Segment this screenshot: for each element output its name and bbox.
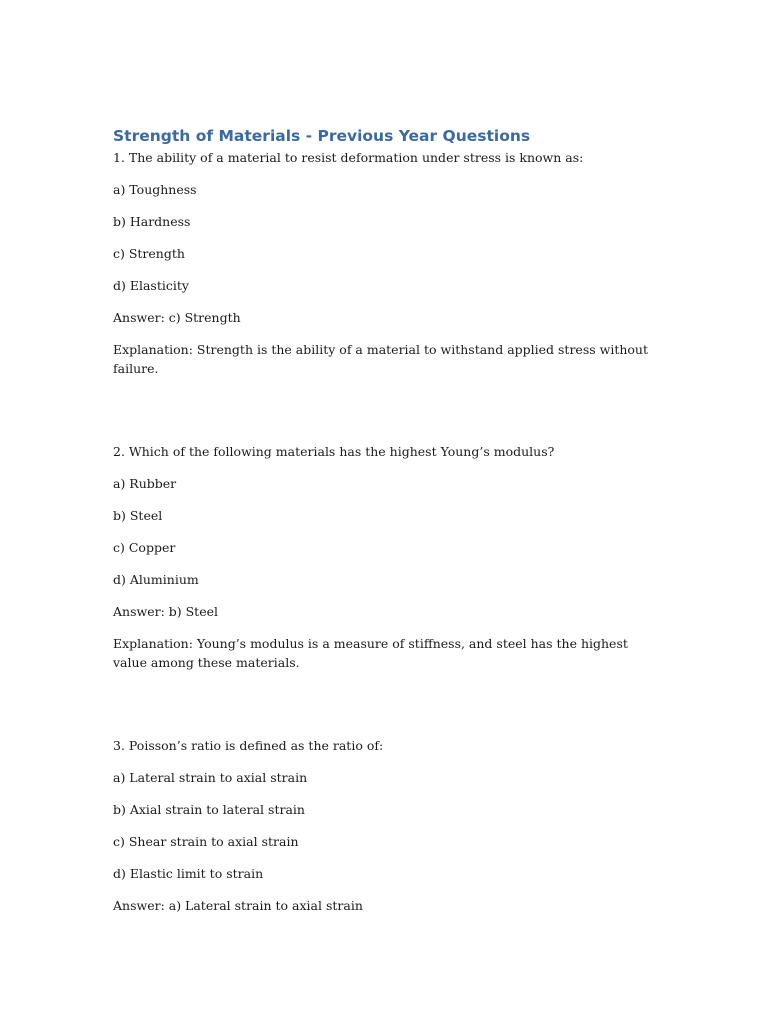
explanation-text: Explanation: Strength is the ability of a material to withstand applied stress without failure. xyxy=(113,342,648,376)
question-block-3 xyxy=(113,736,658,928)
option-d: d) Elastic limit to strain xyxy=(113,866,264,881)
answer-text: Answer: c) Strength xyxy=(113,310,241,325)
answer-text: Answer: b) Steel xyxy=(113,604,218,619)
document-title: Strength of Materials - Previous Year Questions xyxy=(113,127,531,145)
option-a: a) Toughness xyxy=(113,182,197,197)
question-block-2 xyxy=(113,442,658,736)
option-c: c) Shear strain to axial strain xyxy=(113,834,299,849)
spacer xyxy=(113,672,658,736)
option-a: a) Rubber xyxy=(113,476,177,491)
option-c: c) Strength xyxy=(113,246,185,261)
option-c: c) Copper xyxy=(113,540,176,555)
explanation-text: Explanation: Young’s modulus is a measure of stiffness, and steel has the highest value among these materials. xyxy=(113,636,628,670)
option-a: a) Lateral strain to axial strain xyxy=(113,770,308,785)
option-d: d) Elasticity xyxy=(113,278,189,293)
question-block-1 xyxy=(113,148,658,442)
option-b: b) Hardness xyxy=(113,214,191,229)
answer-text: Answer: a) Lateral strain to axial strain xyxy=(113,898,363,913)
option-b: b) Axial strain to lateral strain xyxy=(113,802,305,817)
question-text: 2. Which of the following materials has the highest Young’s modulus? xyxy=(113,444,555,459)
option-d: d) Aluminium xyxy=(113,572,199,587)
question-text: 3. Poisson’s ratio is defined as the ratio of: xyxy=(113,738,384,753)
question-text: 1. The ability of a material to resist deformation under stress is known as: xyxy=(113,150,584,165)
document-page xyxy=(113,124,658,928)
option-b: b) Steel xyxy=(113,508,163,523)
spacer xyxy=(113,378,658,442)
